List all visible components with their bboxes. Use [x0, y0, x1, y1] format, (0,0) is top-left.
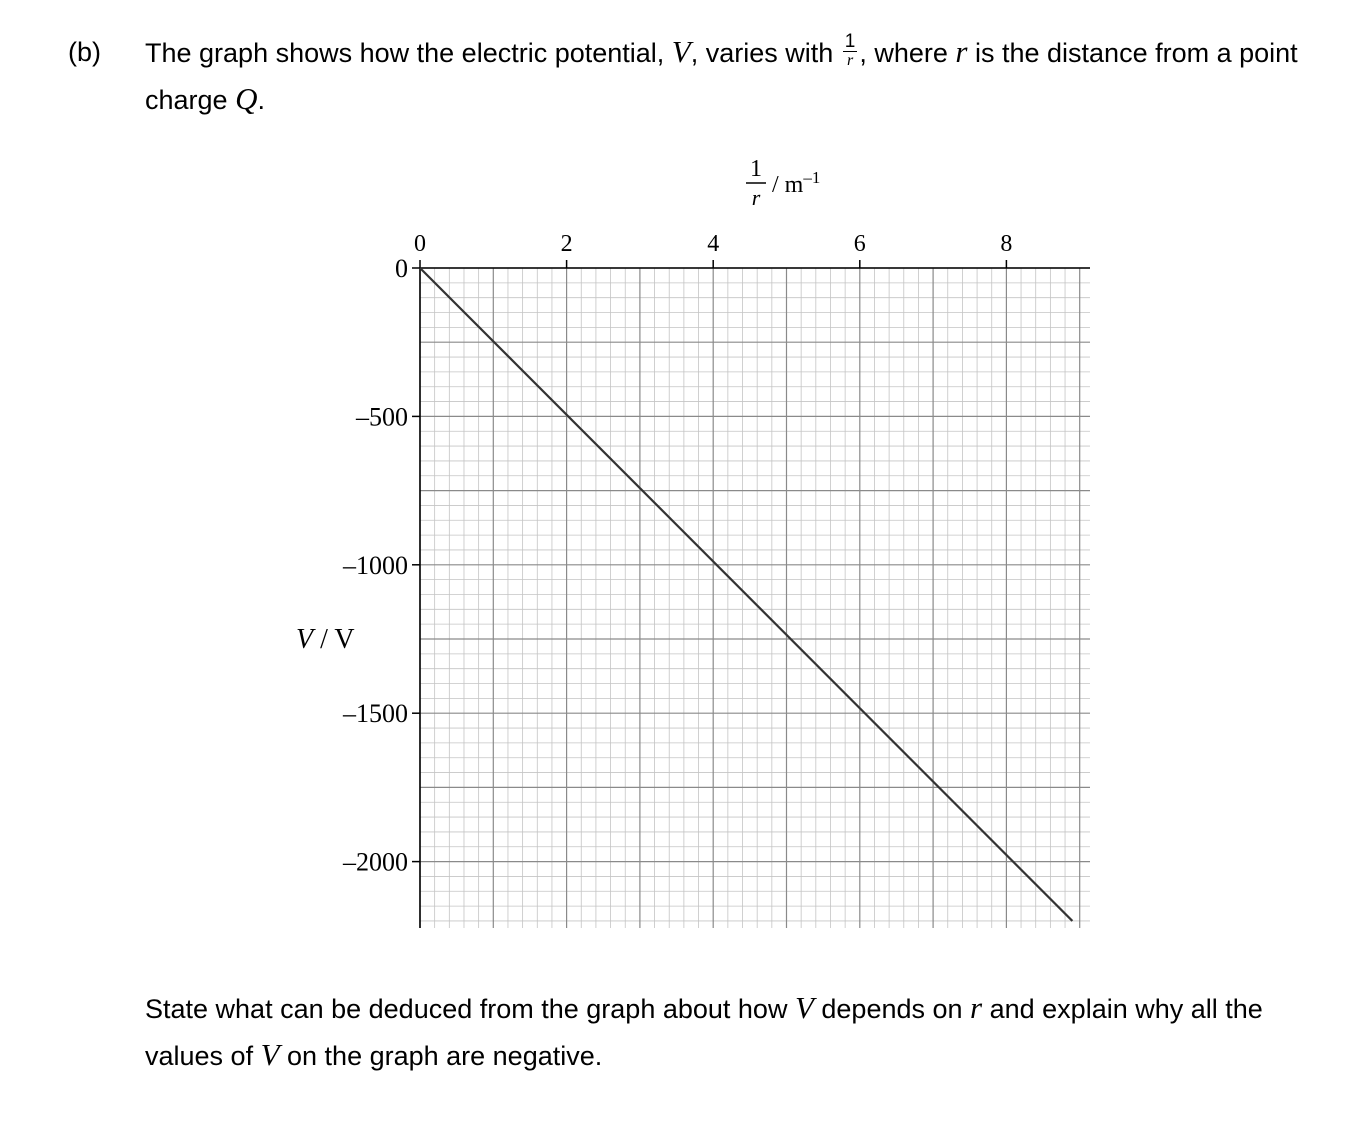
x-tick-label: 4 — [707, 231, 720, 257]
x-axis-label-denominator: r — [751, 185, 761, 210]
y-axis-label — [296, 624, 355, 655]
intro-fraction-numerator: 1 — [844, 31, 856, 53]
prompt-var-v2: V — [260, 1037, 280, 1072]
intro-text-1: The graph shows how the electric potential, — [145, 38, 672, 68]
prompt-var-v: V — [794, 990, 814, 1025]
intro-var-v: V — [671, 34, 691, 69]
x-tick-label: 0 — [414, 231, 426, 257]
prompt-text-4: on the graph are negative. — [279, 1041, 603, 1071]
y-tick-labels — [342, 254, 408, 877]
y-tick-label: –2000 — [343, 847, 408, 877]
question-label: (b) — [68, 37, 101, 67]
intro-var-q: Q — [235, 81, 258, 116]
intro-text-2: , varies with — [690, 38, 841, 68]
x-axis-label — [746, 156, 820, 210]
x-axis-unit-text: / m — [772, 172, 804, 198]
prompt-text-1: State what can be deduced from the graph about how — [145, 994, 795, 1024]
axes — [420, 268, 1090, 928]
x-tick-label: 6 — [853, 231, 866, 257]
y-tick-label: –1000 — [343, 550, 408, 580]
x-axis-unit-exponent: –1 — [803, 168, 821, 187]
x-axis-label-numerator: 1 — [750, 156, 762, 182]
y-tick-label: –1500 — [343, 699, 408, 729]
intro-var-r: r — [955, 34, 968, 69]
x-axis-unit — [772, 168, 820, 198]
y-tick-label: –500 — [356, 402, 408, 432]
prompt-text-2: depends on — [813, 994, 971, 1024]
y-axis-label-unit: / V — [313, 624, 355, 655]
minor-gridlines — [420, 268, 1090, 928]
intro-text-5: . — [257, 85, 265, 115]
major-gridlines — [420, 268, 1090, 928]
x-tick-label: 2 — [560, 231, 573, 257]
y-axis-label-var: V — [296, 624, 314, 655]
x-tick-label: 8 — [1000, 231, 1013, 257]
x-tick-labels — [414, 231, 1012, 257]
prompt-var-r: r — [970, 990, 983, 1025]
intro-text-3: , where — [859, 38, 956, 68]
y-tick-label: 0 — [395, 254, 408, 283]
intro-text-4: is the distance from a point charge — [145, 38, 1298, 115]
prompt-text-3: and explain why all the values of — [145, 994, 1263, 1071]
intro-fraction-denominator: r — [846, 52, 854, 70]
question-prompt — [145, 985, 1345, 1079]
